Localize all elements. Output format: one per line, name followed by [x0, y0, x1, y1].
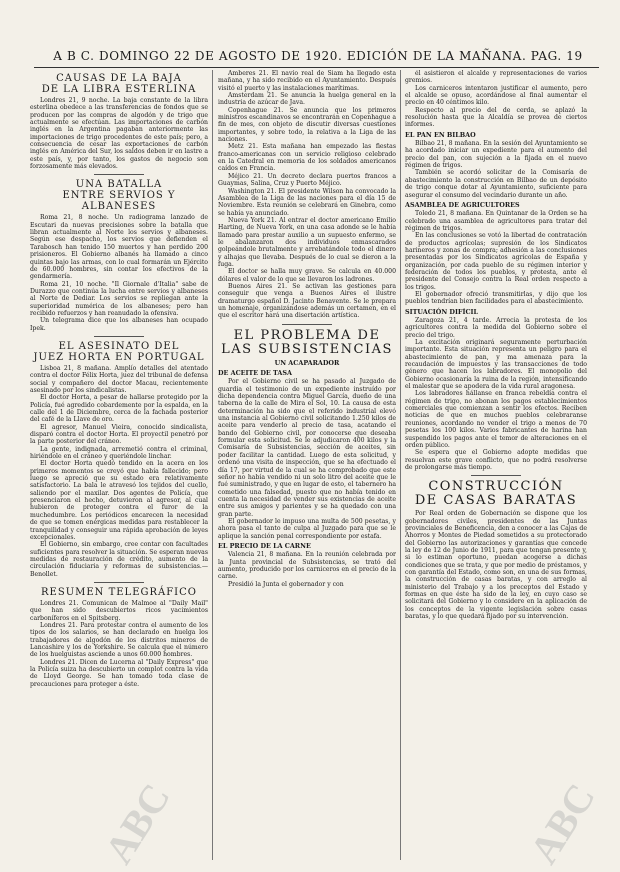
- separator: [94, 582, 144, 583]
- subheadline: ASAMBLEA DE AGRICULTORES: [405, 200, 520, 209]
- article-paragraph: Un telegrama dice que los albaneses han ocupado Ipek.: [30, 317, 208, 332]
- abc-watermark: ABC: [95, 775, 179, 872]
- article-paragraph: Bilbao 21, 8 mañana. En la sesión del Ayuntamiento se ha acordado iniciar un expediente para el aumento del precio del pan, con sujeción a la fijada en el nuevo régimen de trigos.: [405, 140, 587, 170]
- separator: [94, 336, 144, 337]
- article-paragraph: El doctor Horta, a pesar de hallarse protegido por la Policía, fué agredido cobardemente por la espalda, en la calle del 1 de Diciembre, cerca de la fachada posterior del café de la Llave de oro.: [30, 394, 208, 424]
- article-paragraph: Se espera que el Gobierno adopte medidas que resuelvan este grave conflicto, que no podrá resolverse de prolongarse más tiempo.: [405, 449, 587, 471]
- article-paragraph: También se acordó solicitar de la Comisaría de abastecimiento la construcción en Bilbao de un depósito de trigo conque dotar al Ayuntamiento, suficiente para asegurar el consumo del vecindario durante un año.: [405, 169, 587, 199]
- column-divider: [400, 70, 401, 860]
- article-paragraph: Respecto al precio del de cerda, se aplazó la resolución hasta que la Alcaldía se provea de ciertos informes.: [405, 106, 587, 129]
- article-paragraph: Por Real orden de Gobernación se dispone que los gobernadores civiles, presidentes de las Juntas provinciales de Beneficencia, den a conocer a las Cajas de Ahorros y Montes de Piedad sometidos a su protectorado del Gobierno las autorizaciones y garantías que concede la ley de 12 de Junio de 1911, para que tengan presente y, si lo estiman oportuno, puedan acogerse a dichas condiciones que se trata, y que por medio de préstamos, y con garantía del Estado, como son, en una de sus formas, la construcción de casas baratas, y con arreglo al ministerio del Trabajo y a los preceptos del Estado y formas en que éste ha sido de la ley, en cuyo caso se solicitará del Gobierno y lo considere en la aplicación de los conceptos de la vigente legislación sobre casas baratas, y lo que quedará fijado por su intervención.: [405, 510, 587, 621]
- article-paragraph: La excitación originará seguramente perturbación importante. Esta situación representa un peligro para el abastecimiento de pan, y ma amenaza para la recaudación de impuestos y las transacciones de todo género que hacen los labradores. El monopolio del Gobierno ocasionaría la ruina de la región, intensificando el malestar que se apodera de la vida rural aragonesa.: [405, 339, 587, 391]
- separator: [282, 324, 332, 325]
- subheadline: DE ACEITE DE TASA: [218, 369, 292, 378]
- article-paragraph: Por el Gobierno civil se ha pasado al Juzgado de guardia el testimonio de un expediente instruído por dicha dependencia contra Miguel García, dueño de una taberna de la calle de Mira el Sol, 10. La causa de esta determinación ha sido que el referido industrial elevó una instancia al Gobierno civil solicitando 1.250 kilos de aceite para venderlo al precio de tasa, acatando el bando del Gobierno civil, por conocerse que deseaba formular esta solicitud. Se le adjudicaron 400 kilos y la Comisaría de Subsistencias, sección de aceites, sin poder facilitar la cantidad. Luego de esta solicitud, y ordenó una visita de inspección, que se ha efectuado el día 17, por virtud de la cual se ha comprobado que este señor no había vendido ni un solo litro del aceite que le fué suministrado, y que en lugar de esto, el tabernero ha cometido una falsedad, puesto que no había tenido en cuenta la necesidad de vender sus existencias de aceite entre sus amigos y parientes y se ha quedado con una gran parte.: [218, 378, 396, 518]
- article-paragraph: Amsterdam 21. Se anuncia la huelga general en la industria de azúcar de Java.: [218, 92, 396, 107]
- article-paragraph: Roma 21, 8 noche. Un radiograma lanzado de Escutari da nuevas precisiones sobre la batalla que libran actualmente al Norte los servios y albaneses. Según ese despacho, los servios que defienden el Tarabosch han tenido 150 muertos y han perdido 200 prisioneros. El Gobierno albanés ha llamado a cinco quintas bajo las armas, con lo cual formarán un Ejército de 60.000 hombres, sin contar los efectivos de la gendarmería.: [30, 214, 208, 281]
- article-paragraph: Zaragoza 21, 4 tarde. Arrecia la protesta de los agricultores contra la medida del Gobierno sobre el precio del trigo.: [405, 317, 587, 339]
- article-paragraph: Nueva York 21. Al entrar el doctor americano Emilio Harting, de Nueva York, en una casa adonde se le había llamado para prestar auxilio a un supuesto enfermo, se le abalanzaron dos individuos enmascarados golpeándole brutalmente y arrebatándole todo el dinero y alhajas que llevaba. Después de lo cual se dieron a la fuga.: [218, 216, 396, 268]
- article-paragraph: Metz 21. Esta mañana han empezado las fiestas franco-americanas con un servicio religioso celebrado en la Catedral en memoria de los soldados americanos caídos en Francia.: [218, 143, 396, 173]
- article-paragraph: Buenos Aires 21. Se activan las gestiones para conseguir que venga a Buenos Aires el ilustre dramaturgo español D. Jacinto Benavente. Se le prepara un homenaje, organizándose además un certamen, en el que el escritor hará una disertación artística.: [218, 282, 396, 320]
- subheadline: EL PAN EN BILBAO: [405, 130, 476, 139]
- article-headline: CONSTRUCCIÓN DE CASAS BARATAS: [414, 479, 578, 509]
- article-paragraph: El gobernador le impuso una multa de 500 pesetas, y ahora pasa el tanto de culpa al Juzgado para que se le aplique la sanción penal correspondiente por estafa.: [218, 517, 396, 540]
- article-paragraph: Los carniceros intentaron justificar el aumento, pero el alcalde se opuso, acordándose al final aumentar el precio en 40 céntimos kilo.: [405, 84, 587, 107]
- article-paragraph: Roma 21, 10 noche. "Il Giornale d'Italia" sabe de Durazzo que continúa la lucha entre servios y albaneses al Norte de Dediar. Los servios se repliegan ante la superioridad numérica de los albaneses; pero han recibido refuerzos y han reanudado la ofensiva.: [30, 280, 208, 317]
- article-headline: EL PROBLEMA DE LAS SUBSISTENCIAS: [221, 327, 393, 357]
- column-divider: [212, 70, 213, 860]
- subheadline: EL PRECIO DE LA CARNE: [218, 541, 311, 550]
- article-paragraph: él asistieron el alcalde y representaciones de varios gremios.: [405, 70, 587, 85]
- article-paragraph: El gobernador ofreció transmitirlas, y dijo que los pueblos tendrían bien facilidades para el abastecimiento.: [405, 290, 587, 306]
- article-headline: CAUSAS DE LA BAJA DE LA LIBRA ESTERLINA: [41, 73, 197, 95]
- article-headline: UNA BATALLA ENTRE SERVIOS Y ALBANESES: [62, 179, 176, 213]
- article-paragraph: Toledo 21, 8 mañana. En Quintanar de la Orden se ha celebrado una asamblea de agricultores para tratar del régimen de trigos.: [405, 210, 587, 232]
- article-paragraph: En las conclusiones se votó la libertad de contratación de productos agrícolas; supresión de los Sindicatos harineros y zonas de compra; adhesión a las conclusiones presentadas por los Sindicatos agrícolas de España y organización, por cada pueblo de su régimen interior y federación de todos los pueblos, y protesta, ante el presidente del Consejo contra la Real orden respecto a los trigos.: [405, 232, 587, 291]
- article-paragraph: Méjico 21. Un decreto declara puertos francos a Guaymas, Salina, Cruz y Puerto Méjico.: [218, 172, 396, 188]
- article-paragraph: Amberes 21. El navío real de Siam ha llegado esta mañana, y ha sido recibido en el Ayuntamiento. Después visitó el puerto y las instalaciones marítimas.: [218, 70, 396, 92]
- header-rule: [34, 67, 599, 68]
- separator: [471, 475, 521, 476]
- article-paragraph: Washington 21. El presidente Wilson ha convocado la Asamblea de la Liga de las naciones para el día 15 de Noviembre. Esta reunión se celebrará en Ginebra, como se había ya anunciado.: [218, 187, 396, 217]
- article-paragraph: Londres 21. Dicen de Lucerna al "Daily Express" que la Policía suiza ha descubierto un complot contra la vida de Lloyd George. Se han tomado toda clase de precauciones para proteger a éste.: [30, 658, 208, 688]
- column-1: [30, 70, 208, 860]
- article-paragraph: Valencia 21, 8 mañana. En la reunión celebrada por la Junta provincial de Subsistencias, se trató del aumento, producido por los carniceros en el precio de la carne.: [218, 551, 396, 581]
- column-2: [218, 70, 396, 860]
- article-paragraph: El doctor se halla muy grave. Se calcula en 40.000 dólares el valor de lo que se llevaron los ladrones.: [218, 268, 396, 283]
- article-paragraph: Londres 21. Comunican de Malmoe al "Daily Mail" que han sido descubiertos ricos yacimientos carboníferos en el Spitsberg.: [30, 599, 208, 622]
- subheadline: UN ACAPARADOR: [274, 358, 340, 367]
- article-paragraph: El Gobierno, sin embargo, cree contar con facultades suficientes para resolver la situación. Se esperan nuevas medidas de restauración de crédito, aumento de la circulación fiduciaria y reformas de subsistencias.—Benollet.: [30, 541, 208, 578]
- article-paragraph: Presidió la Junta el gobernador y con: [228, 580, 344, 588]
- abc-watermark: ABC: [520, 775, 604, 872]
- subheadline: SITUACIÓN DIFÍCIL: [405, 307, 479, 316]
- article-headline: EL ASESINATO DEL JUEZ HORTA EN PORTUGAL: [33, 340, 205, 363]
- article-paragraph: Lisboa 21, 8 mañana. Amplío detalles del atentado contra el doctor Félix Horta, juez del tribunal de defensa social y compañero del doctor Macau, recientemente asesinado por los sindicalistas.: [30, 364, 208, 394]
- article-paragraph: El doctor Horta quedó tendido en la acera en los primeros momentos se creyó que había fallecido; pero luego se apreció que su estado era relativamente satisfactorio. La bala le atravesó los tejidos del cuello, saliendo por el maxilar. Dos agentes de Policía, que presenciaron el hecho, detuvieron al agresor, al cual hubieron de proteger contra el furor de la muchedumbre. Los periódicos encarecen la necesidad de que se tomen enérgicas medidas para restablecer la tranquilidad y conseguir una rápida aprobación de leyes excepcionales.: [30, 460, 208, 541]
- column-3: [405, 70, 587, 860]
- article-paragraph: La gente, indignada, arremetió contra el criminal, hiriéndole en el cráneo y queriéndole linchar.: [30, 445, 208, 461]
- article-headline: RESUMEN TELEGRÁFICO: [41, 586, 197, 598]
- article-paragraph: Londres 21. Para protestar contra el aumento de los tipos de los salarios, se han declarado en huelga los trabajadores de algodón de los distritos mineros de Lancashire y los de Yorkshire. Se calcula que el número de los huelguistas asciende a unos 60.000 hombres.: [30, 621, 208, 659]
- article-paragraph: Copenhague 21. Se anuncia que los primeros ministros escandinavos se encontrarán en Copenhague a fin de mes, con objeto de discutir diversas cuestiones importantes, y sobre todo, la relativa a la Liga de las naciones.: [218, 106, 396, 144]
- article-paragraph: Los labradores hállanse en franca rebeldía contra el régimen de trigo, no abonan los pagos establecimientos comerciales que comienzan a sentir los efectos. Reciben noticias de que en muchos pueblos celebraranse reuniones, acordando no vender el trigo a menos de 70 pesetas los 100 kilos. Varios fabricantes de harina han suspendido los pagos ante el temor de alteraciones en el orden público.: [405, 390, 587, 449]
- page-header: A B C. DOMINGO 22 DE AGOSTO DE 1920. EDICIÓN DE LA MAÑANA. PAG. 19: [53, 49, 583, 63]
- article-paragraph: Londres 21, 9 noche. La baja constante de la libra esterlina obedece a las transferencias de fondos que se producen por las compras de algodón y de trigo que actualmente se efectúan. Las importaciones de carbón inglés en la Argentina pagaban anteriormente las importaciones de trigo procedentes de este país; pero, a consecuencia de cesar las exportaciones de carbón inglés en América del Sur, los saldos deben ir en lastre a este país, y, por tanto, los gastos de negocio son forzosamente más elevados.: [30, 97, 208, 171]
- article-paragraph: El agresor, Manuel Vieira, conocido sindicalista, disparó contra el doctor Horta. El proyectil penetró por la parte posterior del cráneo.: [30, 423, 208, 446]
- separator: [94, 174, 144, 175]
